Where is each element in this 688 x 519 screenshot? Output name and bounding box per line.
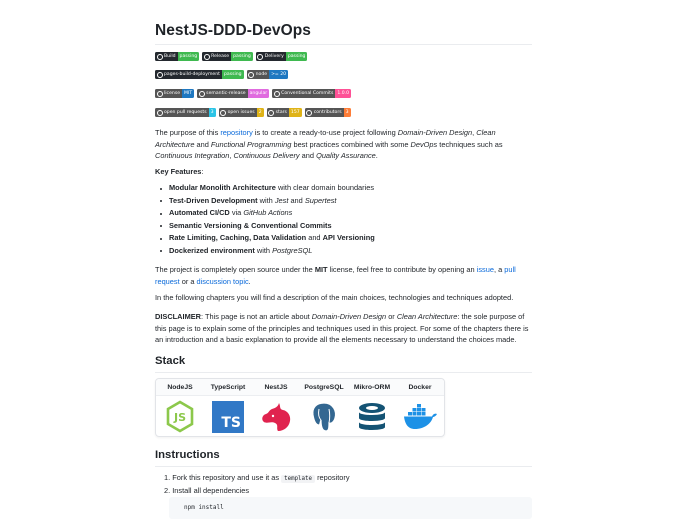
badge-label: Conventional Commits: [281, 91, 334, 96]
stack-name-nodejs: NodeJS: [167, 384, 193, 391]
badge-row-deploy: [155, 70, 288, 79]
github-icon: [257, 54, 263, 60]
list-item: Test-Driven Development with Jest and Supertest: [155, 195, 532, 208]
github-icon: [306, 110, 312, 116]
mikro-orm-logo-icon: [356, 401, 388, 433]
badge-row-meta: [155, 89, 351, 98]
badge-row-community: [155, 108, 351, 117]
open-pull-requests-badge[interactable]: [155, 108, 216, 117]
semantic-release-badge[interactable]: [197, 89, 269, 98]
github-icon: [157, 110, 163, 116]
typescript-logo-icon: [212, 401, 244, 433]
instructions-heading: Instructions: [155, 448, 532, 467]
github-icon: [248, 72, 254, 78]
stack-name-mikro-orm: Mikro-ORM: [353, 384, 391, 391]
typescript-logo-text: TS: [221, 414, 241, 431]
list-item: 2. Install all dependencies: [164, 485, 250, 495]
inline-code: template: [281, 475, 315, 483]
badge-message: 3: [210, 110, 214, 115]
code-line: npm install: [184, 504, 224, 511]
intro-paragraph: The purpose of this repository is to create a ready-to-use project following Domain-Driven Design, Clean Architecture and Functional Programming best practices combined with some DevOps techniques such as Continuous Integration, Continuous Delivery and Quality Assurance.: [155, 128, 503, 161]
stack-table: [155, 378, 445, 437]
license-paragraph: The project is completely open source under the MIT license, feel free to contribute by opening an issue, a pull request or a discussion topic.: [155, 265, 516, 286]
stack-name-postgresql: PostgreSQL: [304, 384, 344, 391]
key-features-list: [155, 182, 532, 257]
badge-message: 3: [345, 110, 349, 115]
badge-message: 2: [258, 110, 262, 115]
list-item: Rate Limiting, Caching, Data Validation and API Versioning: [155, 232, 532, 245]
github-icon: [157, 72, 163, 78]
badge-label: contributors: [313, 110, 342, 115]
list-item: 1. Fork this repository and use it as template repository: [164, 473, 350, 482]
badge-message: passing: [179, 54, 198, 59]
badge-label: pages-build-deployment: [164, 72, 220, 77]
stack-header-row: [156, 379, 444, 396]
node-version-badge[interactable]: [247, 70, 288, 79]
badge-message: passing: [233, 54, 251, 59]
stack-name-typescript: TypeScript: [210, 384, 246, 391]
license-badge[interactable]: [155, 89, 194, 98]
badge-row-workflows: [155, 52, 307, 61]
badge-message: >= 20: [271, 72, 287, 77]
list-item: Semantic Versioning & Conventional Commits: [155, 220, 532, 233]
list-item: Modular Monolith Architecture with clear domain boundaries: [155, 182, 532, 195]
badge-message: MIT: [184, 91, 193, 96]
badge-message: 1.0.0: [337, 91, 350, 96]
release-badge[interactable]: [202, 52, 253, 61]
badge-label: license: [164, 91, 181, 96]
stack-logo-row: [156, 396, 444, 437]
badge-label: open pull requests: [164, 110, 207, 115]
delivery-badge[interactable]: [256, 52, 308, 61]
svg-text:JS: JS: [173, 411, 187, 424]
contributors-badge[interactable]: [305, 108, 351, 117]
page-title: NestJS-DDD-DevOps: [155, 22, 532, 45]
discussion-topic-link[interactable]: discussion topic: [196, 276, 249, 286]
nestjs-logo-icon: [259, 401, 293, 433]
build-badge[interactable]: [155, 52, 199, 61]
github-icon: [268, 110, 274, 116]
badge-label: node: [255, 72, 268, 77]
chapters-paragraph: In the following chapters you will find a description of the main choices, technologies and techniques adopted.: [155, 293, 514, 302]
badge-label: Delivery: [264, 54, 284, 59]
postgresql-logo-icon: [309, 400, 339, 434]
key-features-heading: Key Features:: [155, 167, 204, 176]
conventional-commits-badge[interactable]: [272, 89, 351, 98]
docker-logo-icon: [402, 403, 438, 431]
instructions-list: [155, 472, 532, 497]
github-icon: [220, 110, 226, 116]
github-icon: [157, 91, 163, 97]
badge-message: passing: [223, 72, 242, 77]
issue-link[interactable]: issue: [476, 265, 494, 274]
conventional-commits-icon: [274, 91, 280, 97]
stack-heading: Stack: [155, 354, 532, 373]
badge-label: Release: [211, 54, 230, 59]
badge-message: passing: [287, 54, 306, 59]
repository-link[interactable]: repository: [220, 128, 253, 137]
nodejs-logo-icon: [165, 400, 195, 433]
badge-label: semantic-release: [206, 91, 246, 96]
pull-request-link[interactable]: pull request: [155, 265, 516, 286]
badge-label: Build: [164, 54, 176, 59]
github-icon: [204, 54, 210, 60]
badge-label: stars: [275, 110, 287, 115]
stars-badge[interactable]: [267, 108, 302, 117]
pages-build-deployment-badge[interactable]: [155, 70, 244, 79]
disclaimer-paragraph: DISCLAIMER: This page is not an article about Domain-Driven Design or Clean Architecture: the sole purpose of this page is to explain some of the principles and techniques used in this project. For some of the chapters there is an introduction and a basic explanation to provide all the elements necessary to understand the choices made.: [155, 312, 529, 345]
list-item: Dockerized environment with PostgreSQL: [155, 245, 532, 258]
open-issues-badge[interactable]: [219, 108, 264, 117]
stack-name-nestjs: NestJS: [264, 384, 288, 391]
list-item: Automated CI/CD via GitHub Actions: [155, 207, 532, 220]
badge-message: 157: [290, 110, 300, 115]
github-icon: [157, 54, 163, 60]
badge-label: open issues: [227, 110, 255, 115]
semantic-release-icon: [199, 91, 205, 97]
badge-message: angular: [249, 91, 268, 96]
stack-name-docker: Docker: [408, 384, 432, 391]
code-block[interactable]: [169, 497, 532, 519]
